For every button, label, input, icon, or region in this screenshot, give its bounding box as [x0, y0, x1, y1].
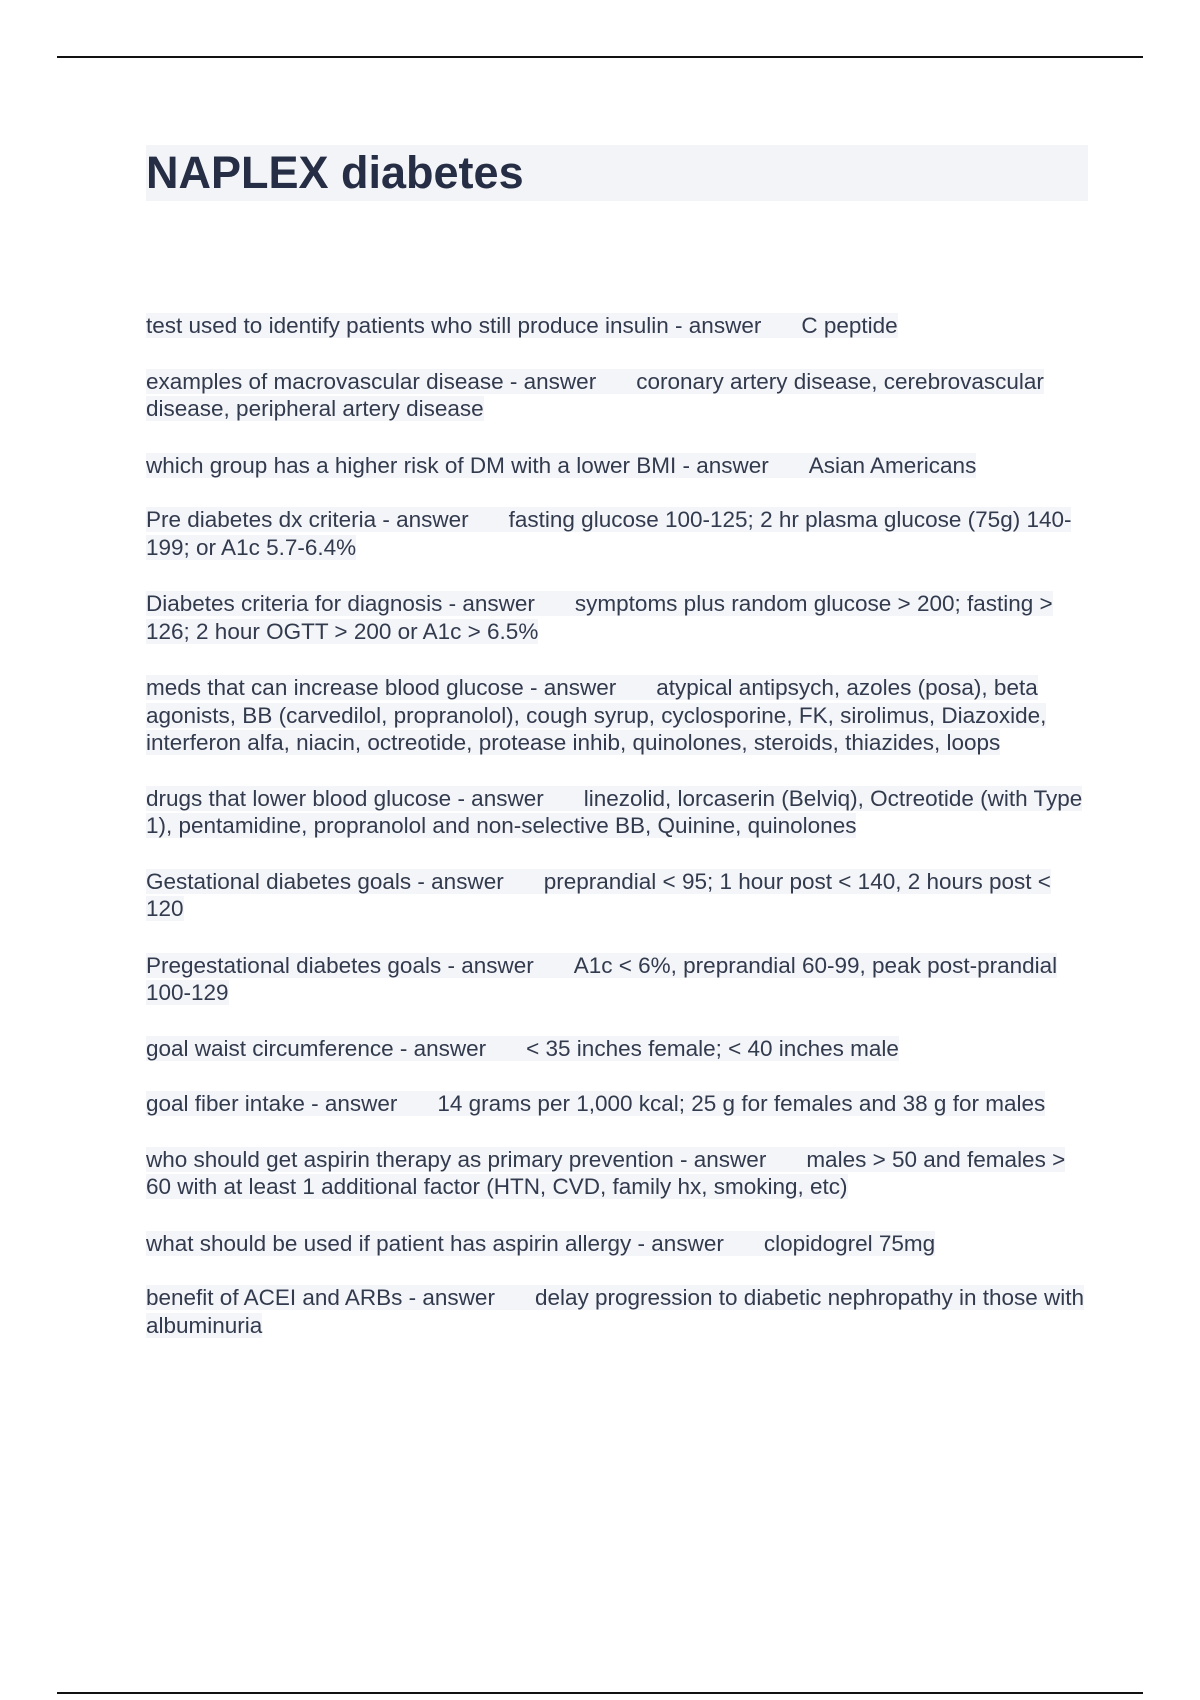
flashcard-question: who should get aspirin therapy as primary prevention - answer [146, 1146, 767, 1172]
top-rule [57, 56, 1143, 58]
flashcard [146, 1035, 1088, 1063]
flashcard-question: meds that can increase blood glucose - answer [146, 675, 617, 700]
flashcard-question: what should be used if patient has aspirin allergy - answer [146, 1230, 724, 1256]
flashcard [146, 1230, 1088, 1258]
flashcard-answer: atypical antipsych, azoles (posa), beta agonists, BB (carvedilol, propranolol), cough syrup, cyclosporine, FK, sirolimus, Diazoxide, interferon alfa, niacin, octreotide, protease inhib, quinolones, steroids, thiazides, loops [146, 675, 1047, 755]
flashcard-answer: Asian Americans [808, 452, 977, 478]
page-title: NAPLEX diabetes [146, 147, 524, 198]
flashcard-question: test used to identify patients who still produce insulin - answer [146, 313, 762, 338]
flashcard-answer: preprandial < 95; 1 hour post < 140, 2 hours post < 120 [146, 868, 1051, 921]
flashcard-answer: C peptide [801, 313, 898, 338]
flashcard-question: drugs that lower blood glucose - answer [146, 785, 544, 811]
flashcard-answer: 14 grams per 1,000 kcal; 25 g for females and 38 g for males [437, 1091, 1046, 1116]
flashcard-question: Pre diabetes dx criteria - answer [146, 507, 469, 532]
flashcard [146, 452, 1088, 480]
flashcard-question: Pregestational diabetes goals - answer [146, 952, 534, 978]
flashcard-answer: fasting glucose 100-125; 2 hr plasma glucose (75g) 140-199; or A1c 5.7-6.4% [146, 507, 1072, 560]
bottom-rule [57, 1692, 1143, 1694]
flashcard-question: goal fiber intake - answer [146, 1091, 398, 1116]
flashcard-question: benefit of ACEI and ARBs - answer [146, 1285, 495, 1310]
flashcard-answer: symptoms plus random glucose > 200; fasting > 126; 2 hour OGTT > 200 or A1c > 6.5% [146, 591, 1053, 644]
flashcard [146, 1146, 1088, 1201]
flashcard [146, 506, 1088, 561]
flashcard-question: Diabetes criteria for diagnosis - answer [146, 591, 535, 616]
flashcard-list [146, 312, 1088, 1339]
flashcard [146, 674, 1088, 757]
flashcard [146, 590, 1088, 645]
flashcard-answer: linezolid, lorcaserin (Belviq), Octreotide (with Type 1), pentamidine, propranolol and non-selective BB, Quinine, quinolones [146, 785, 1083, 838]
flashcard-question: Gestational diabetes goals - answer [146, 868, 504, 894]
flashcard [146, 368, 1088, 423]
flashcard-question: examples of macrovascular disease - answer [146, 368, 597, 394]
flashcard [146, 868, 1088, 923]
flashcard [146, 785, 1088, 840]
flashcard-answer: delay progression to diabetic nephropathy in those with albuminuria [146, 1285, 1085, 1338]
flashcard [146, 1090, 1088, 1118]
flashcard-answer: males > 50 and females > 60 with at least 1 additional factor (HTN, CVD, family hx, smoking, etc) [146, 1146, 1066, 1199]
flashcard [146, 312, 1088, 340]
flashcard-question: goal waist circumference - answer [146, 1035, 487, 1061]
flashcard [146, 1284, 1088, 1339]
flashcard-answer: coronary artery disease, cerebrovascular disease, peripheral artery disease [146, 368, 1044, 421]
flashcard-question: which group has a higher risk of DM with a lower BMI - answer [146, 452, 769, 478]
flashcard-answer: A1c < 6%, preprandial 60-99, peak post-prandial 100-129 [146, 952, 1058, 1005]
flashcard-answer: clopidogrel 75mg [763, 1230, 936, 1256]
flashcard [146, 952, 1088, 1007]
flashcard-answer: < 35 inches female; < 40 inches male [526, 1035, 899, 1061]
